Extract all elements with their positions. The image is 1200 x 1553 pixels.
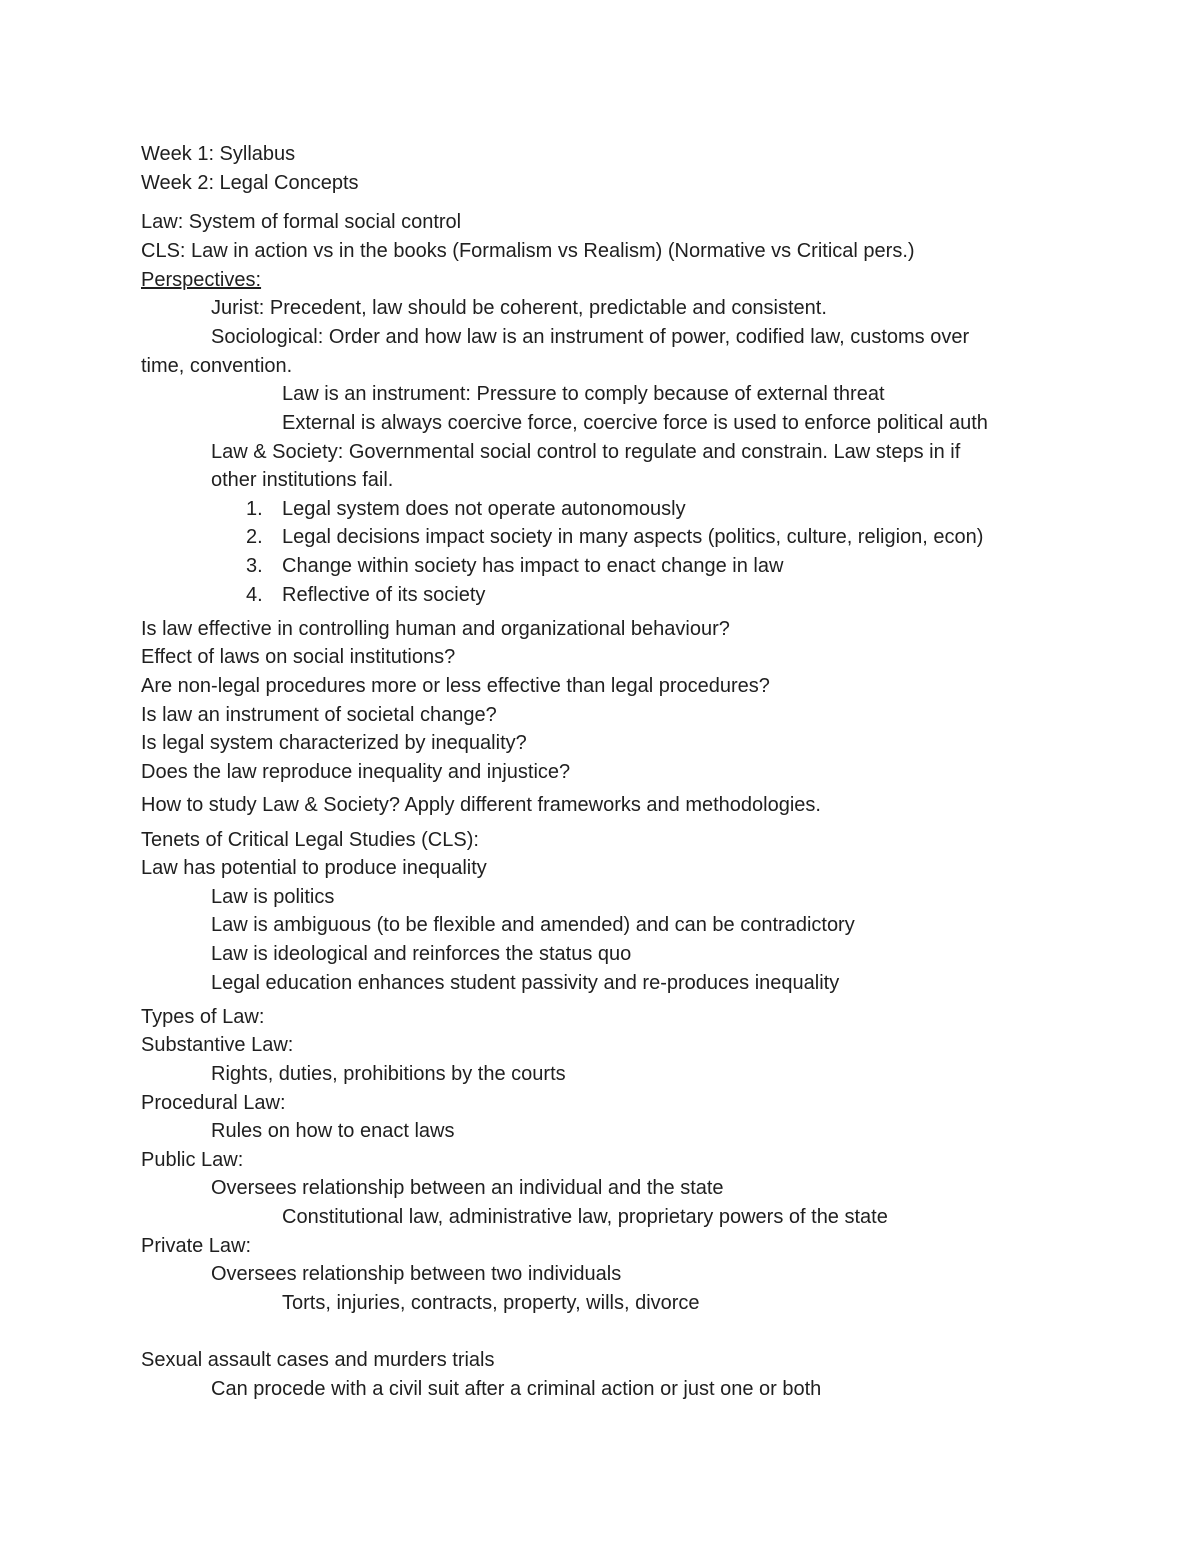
- instrument-line: Law is an instrument: Pressure to comply because of external threat: [282, 383, 885, 405]
- tenets-heading: Tenets of Critical Legal Studies (CLS):: [141, 829, 479, 851]
- public-law-examples: Constitutional law, administrative law, proprietary powers of the state: [282, 1206, 888, 1228]
- list-number: 1.: [246, 498, 263, 520]
- list-item: Reflective of its society: [282, 584, 486, 606]
- types-heading: Types of Law:: [141, 1006, 265, 1028]
- week2-line: Week 2: Legal Concepts: [141, 172, 359, 194]
- perspectives-heading: Perspectives:: [141, 269, 262, 291]
- tenet-item: Law is ambiguous (to be flexible and amended) and can be contradictory: [211, 914, 855, 936]
- sexual-assault-line: Sexual assault cases and murders trials: [141, 1349, 495, 1371]
- cls-definition: CLS: Law in action vs in the books (Formalism vs Realism) (Normative vs Critical pers.): [141, 240, 915, 262]
- private-law-examples: Torts, injuries, contracts, property, wills, divorce: [282, 1292, 700, 1314]
- list-item: Change within society has impact to enact change in law: [282, 555, 784, 577]
- tenet-item: Law is politics: [211, 886, 335, 908]
- question-line: Does the law reproduce inequality and injustice?: [141, 761, 571, 783]
- private-law-heading: Private Law:: [141, 1235, 252, 1257]
- how-to-study-line: How to study Law & Society? Apply different frameworks and methodologies.: [141, 794, 821, 816]
- list-number: 2.: [246, 526, 263, 548]
- substantive-law-desc: Rights, duties, prohibitions by the courts: [211, 1063, 566, 1085]
- sociological-line: Sociological: Order and how law is an instrument of power, codified law, customs over: [211, 326, 970, 348]
- law-definition: Law: System of formal social control: [141, 211, 462, 233]
- civil-suit-line: Can procede with a civil suit after a criminal action or just one or both: [211, 1378, 822, 1400]
- tenets-intro: Law has potential to produce inequality: [141, 857, 487, 879]
- tenet-item: Law is ideological and reinforces the status quo: [211, 943, 632, 965]
- procedural-law-desc: Rules on how to enact laws: [211, 1120, 455, 1142]
- tenet-item: Legal education enhances student passivity and re-produces inequality: [211, 972, 840, 994]
- jurist-line: Jurist: Precedent, law should be coherent, predictable and consistent.: [211, 297, 827, 319]
- week1-line: Week 1: Syllabus: [141, 143, 296, 165]
- question-line: Is law effective in controlling human and organizational behaviour?: [141, 618, 730, 640]
- question-line: Effect of laws on social institutions?: [141, 646, 456, 668]
- public-law-desc: Oversees relationship between an individual and the state: [211, 1177, 724, 1199]
- private-law-desc: Oversees relationship between two individuals: [211, 1263, 622, 1285]
- public-law-heading: Public Law:: [141, 1149, 244, 1171]
- procedural-law-heading: Procedural Law:: [141, 1092, 286, 1114]
- sociological-line-cont: time, convention.: [141, 355, 293, 377]
- law-society-line: Law & Society: Governmental social control to regulate and constrain. Law steps in if: [211, 441, 961, 463]
- list-item: Legal decisions impact society in many aspects (politics, culture, religion, econ): [282, 526, 984, 548]
- law-society-line-cont: other institutions fail.: [211, 469, 394, 491]
- question-line: Are non-legal procedures more or less effective than legal procedures?: [141, 675, 770, 697]
- question-line: Is legal system characterized by inequality?: [141, 732, 527, 754]
- substantive-law-heading: Substantive Law:: [141, 1034, 294, 1056]
- list-number: 3.: [246, 555, 263, 577]
- question-line: Is law an instrument of societal change?: [141, 704, 497, 726]
- list-number: 4.: [246, 584, 263, 606]
- list-item: Legal system does not operate autonomously: [282, 498, 686, 520]
- external-line: External is always coercive force, coercive force is used to enforce political auth: [282, 412, 988, 434]
